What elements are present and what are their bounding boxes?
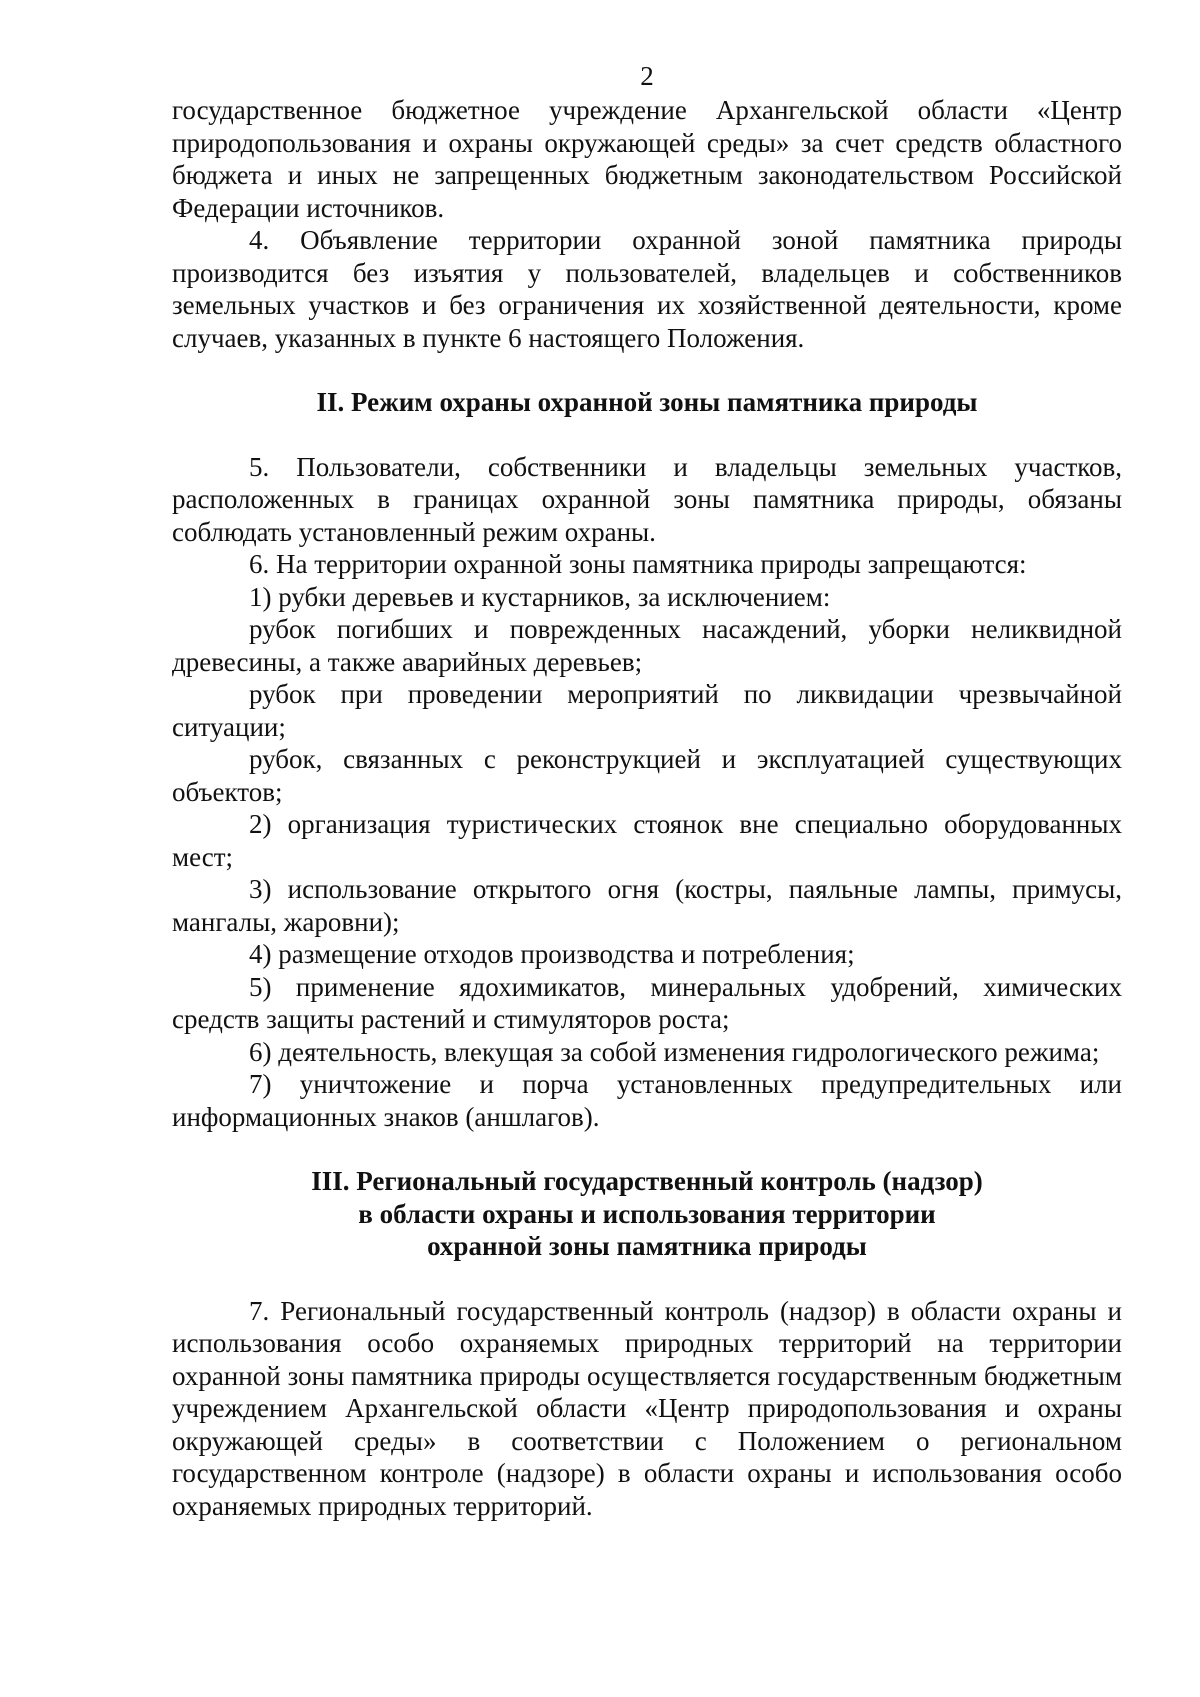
paragraph: рубок погибших и поврежденных насаждений, уборки неликвидной древесины, а также аварийных деревьев; bbox=[172, 614, 1122, 677]
paragraph: 1) рубки деревьев и кустарников, за исключением: bbox=[249, 581, 831, 612]
section-heading-line: в области охраны и использования территории bbox=[358, 1198, 936, 1229]
section-heading bbox=[172, 1165, 1122, 1263]
section-heading-line: охранной зоны памятника природы bbox=[427, 1231, 867, 1261]
paragraph: 6. На территории охранной зоны памятника природы запрещаются: bbox=[249, 549, 1027, 579]
document-body bbox=[172, 94, 1122, 1522]
paragraph: 5) применение ядохимикатов, минеральных удобрений, химических средств защиты растений и стимуляторов роста; bbox=[172, 971, 1122, 1034]
paragraph: 5. Пользователи, собственники и владельцы земельных участков, расположенных в границах охранной зоны памятника природы, обязаны соблюдать установленный режим охраны. bbox=[172, 451, 1122, 547]
page-number: 2 bbox=[640, 61, 654, 91]
section-heading-line: III. Региональный государственный контроль (надзор) bbox=[311, 1166, 983, 1196]
section-heading-line: II. Режим охраны охранной зоны памятника природы bbox=[316, 387, 978, 417]
paragraph: 4) размещение отходов производства и потребления; bbox=[249, 939, 855, 969]
paragraph: 3) использование открытого огня (костры, паяльные лампы, примусы, мангалы, жаровни); bbox=[172, 874, 1122, 937]
paragraph: рубок при проведении мероприятий по ликвидации чрезвычайной ситуации; bbox=[172, 679, 1122, 742]
paragraph: государственное бюджетное учреждение Архангельской области «Центр природопользования и охраны окружающей среды» за счет средств областного бюджета и иных не запрещенных бюджетным законодательством Российской Федерации источников. bbox=[172, 95, 1122, 223]
paragraph: 4. Объявление территории охранной зоной памятника природы производится без изъятия у пользователей, владельцев и собственников земельных участков и без ограничения их хозяйственной деятельности, кроме случаев, указанных в пункте 6 настоящего Положения. bbox=[172, 225, 1122, 353]
paragraph: 2) организация туристических стоянок вне специально оборудованных мест; bbox=[172, 809, 1122, 872]
document-page bbox=[172, 60, 1122, 1522]
paragraph: 6) деятельность, влекущая за собой изменения гидрологического режима; bbox=[249, 1036, 1100, 1067]
section-heading bbox=[172, 386, 1122, 419]
paragraph: 7) уничтожение и порча установленных предупредительных или информационных знаков (аншлагов). bbox=[172, 1069, 1122, 1132]
paragraph: рубок, связанных с реконструкцией и эксплуатацией существующих объектов; bbox=[172, 744, 1122, 807]
paragraph: 7. Региональный государственный контроль (надзор) в области охраны и использования особо охраняемых природных территорий на территории охранной зоны памятника природы осуществляется государственным бюджетным учреждением Архангельской области «Центр природопользования и охраны окружающей среды» в соответствии с Положением о региональном государственном контроле (надзоре) в области охраны и использования особо охраняемых природных территорий. bbox=[172, 1295, 1122, 1521]
